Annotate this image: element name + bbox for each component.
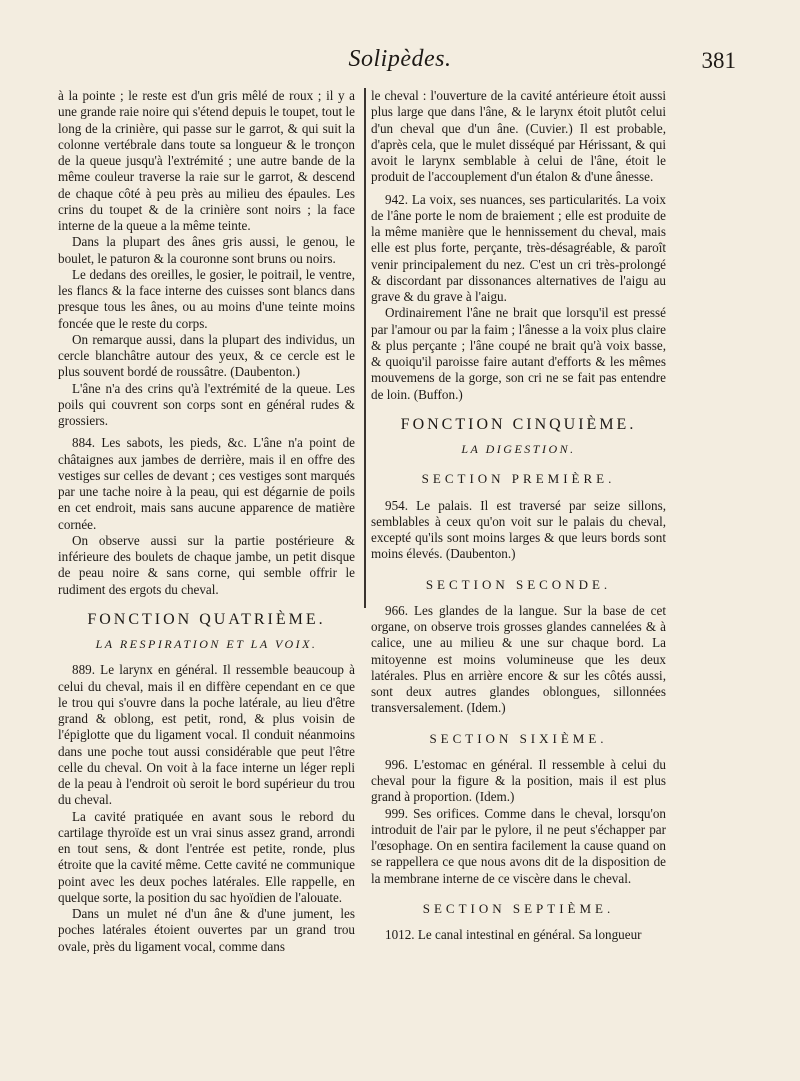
paragraph: Dans la plupart des ânes gris aussi, le genou, le boulet, le paturon & la couronne sont bruns ou noirs. [58,234,355,266]
paragraph: 966. Les glandes de la langue. Sur la base de cet organe, on observe trois grosses glandes cannelées & à calice, une au milieu & une sur chaque bord. La mitoyenne est moins volumineuse que les deux latérales. Plus en arrière encore & sur les côtés aussi, sont deux autres glandes oblongues, sillonnées transversalement. (Idem.) [371,602,666,716]
left-column [58,88,355,955]
function-heading: FONCTION QUATRIÈME. [87,610,326,628]
paragraph: 942. La voix, ses nuances, ses particularités. La voix de l'âne porte le nom de braiement ; elle est produite de la même manière que le hennissement du cheval, mais elle est plus forte, perçante, très-désagréable, & paroît venir principalement du nez. C'est un cri très-prolongé & discordant par dissonances alternatives de l'aigu au grave & du grave à l'aigu. [371,191,666,304]
page-number: 381 [701,48,736,73]
column-margin-marks [363,88,367,618]
paragraph: à la pointe ; le reste est d'un gris mêlé de roux ; il y a une grande raie noire qui s'étend depuis le toupet, tout le long de la crinière, qui passe sur le garrot, & qui suit la colonne vertébrale dans toute sa longueur & le tronçon de la queue jusqu'à l'extrémité ; une autre bande de la même couleur traverse la raie sur le garrot, & descend de chaque côté à peu près au milieu des épaules. Les crins du toupet & de la crinière sont noirs ; la face interne de la queue a la même teinte. [58,88,355,233]
paragraph: 954. Le palais. Il est traversé par seize sillons, semblables à ceux qu'on voit sur le palais du cheval, excepté qu'ils sont moins larges & que leurs bords sont moins élevés. (Daubenton.) [371,497,666,562]
paragraph: Ordinairement l'âne ne brait que lorsqu'il est pressé par l'amour ou par la faim ; l'ânesse a la voix plus claire & plus perçante ; l'âne coupé ne brait qu'à voix basse, & quoiqu'il paroisse faire autant d'efforts & les mêmes mouvemens de la gorge, son cri ne se fait pas entendre de loin. (Buffon.) [371,305,666,402]
function-subheading: LA DIGESTION. [461,442,576,456]
paragraph: On remarque aussi, dans la plupart des individus, un cercle blanchâtre autour des yeux, & ce cercle est le plus souvent bordé de roussâtre. (Daubenton.) [58,331,355,380]
section-heading: SECTION SEPTIÈME. [422,900,615,916]
function-heading: FONCTION CINQUIÈME. [400,415,637,433]
paragraph: L'âne n'a des crins qu'à l'extrémité de la queue. Les poils qui couvrent son corps sont en général rudes & grossiers. [58,380,355,428]
paragraph: La cavité pratiquée en avant sous le rebord du cartilage thyroïde est un vrai sinus assez grand, arrondi en tout sens, & dont l'entrée est petite, ronde, plus étroite que la cavité même. Cette cavité ne communique point avec les deux poches latérales. Elle rappelle, en quelque sorte, la position du sac hyoïdien de l'alouate. [58,808,355,905]
paragraph: Le dedans des oreilles, le gosier, le poitrail, le ventre, les flancs & la face interne des cuisses sont blancs dans presque tous les ânes, ou au moins d'une teinte moins foncée que le reste du corps. [58,266,355,331]
paragraph: le cheval : l'ouverture de la cavité antérieure étoit aussi plus large que dans l'âne, & le larynx étoit plutôt celui d'un cheval que d'un âne. (Cuvier.) Il est probable, d'après cela, que le mulet disséqué par Hérissant, & qui avoit le larynx semblable à celui de l'âne, étoit le produit de l'accouplement d'un étalon & d'une ânesse. [371,88,666,185]
right-column [371,88,666,943]
paragraph: 1012. Le canal intestinal en général. Sa longueur [385,927,642,942]
paragraph: 996. L'estomac en général. Il ressemble à celui du cheval pour la figure & la position, mais il est plus grand à proportion. (Idem.) [371,756,666,805]
paragraph: On observe aussi sur la partie postérieure & inférieure des boulets de chaque jambe, un petit disque de peau noire & sans corne, qui semble offrir le rudiment des ergots du cheval. [58,532,355,597]
paragraph: 884. Les sabots, les pieds, &c. L'âne n'a point de châtaignes aux jambes de derrière, mais il en offre des vestiges sur celles de devant ; ces vestiges sont marqués par une tache noire à la peau, qui est dégarnie de poils en cet endroit, mais sans aucune apparence de matière cornée. [58,435,355,532]
paragraph: 889. Le larynx en général. Il ressemble beaucoup à celui du cheval, mais il en diffère cependant en ce que le trou qui s'ouvre dans la poche latérale, au lieu d'être grand & oblong, est petit, rond, & plus voisin de l'épiglotte que du ligament vocal. Il conduit néanmoins dans une poche tout aussi considérable que peut l'être celle du cheval. On voit à la face interne un léger repli de la peau à l'endroit où seroit le bord supérieur du trou du cheval. [58,662,355,808]
page-header [0,46,800,82]
paragraph: 999. Ses orifices. Comme dans le cheval, lorsqu'on introduit de l'air par le pylore, il ne peut s'échapper par l'œsophage. On en sentira facilement la cause quand on se rappellera ce que nous avons dit de la disposition de la membrane interne de ce viscère dans le cheval. [371,805,666,886]
section-heading: SECTION SIXIÈME. [429,730,608,746]
running-head: Solipèdes. [348,46,452,72]
section-heading: SECTION PREMIÈRE. [421,471,616,487]
column-rule [364,88,366,608]
function-subheading: LA RESPIRATION ET LA VOIX. [95,637,318,651]
section-heading: SECTION SECONDE. [425,576,612,592]
paragraph: Dans un mulet né d'un âne & d'une jument, les poches latérales étoient ouvertes par un grand trou ovale, près du ligament vocal, comme dans [58,906,355,954]
